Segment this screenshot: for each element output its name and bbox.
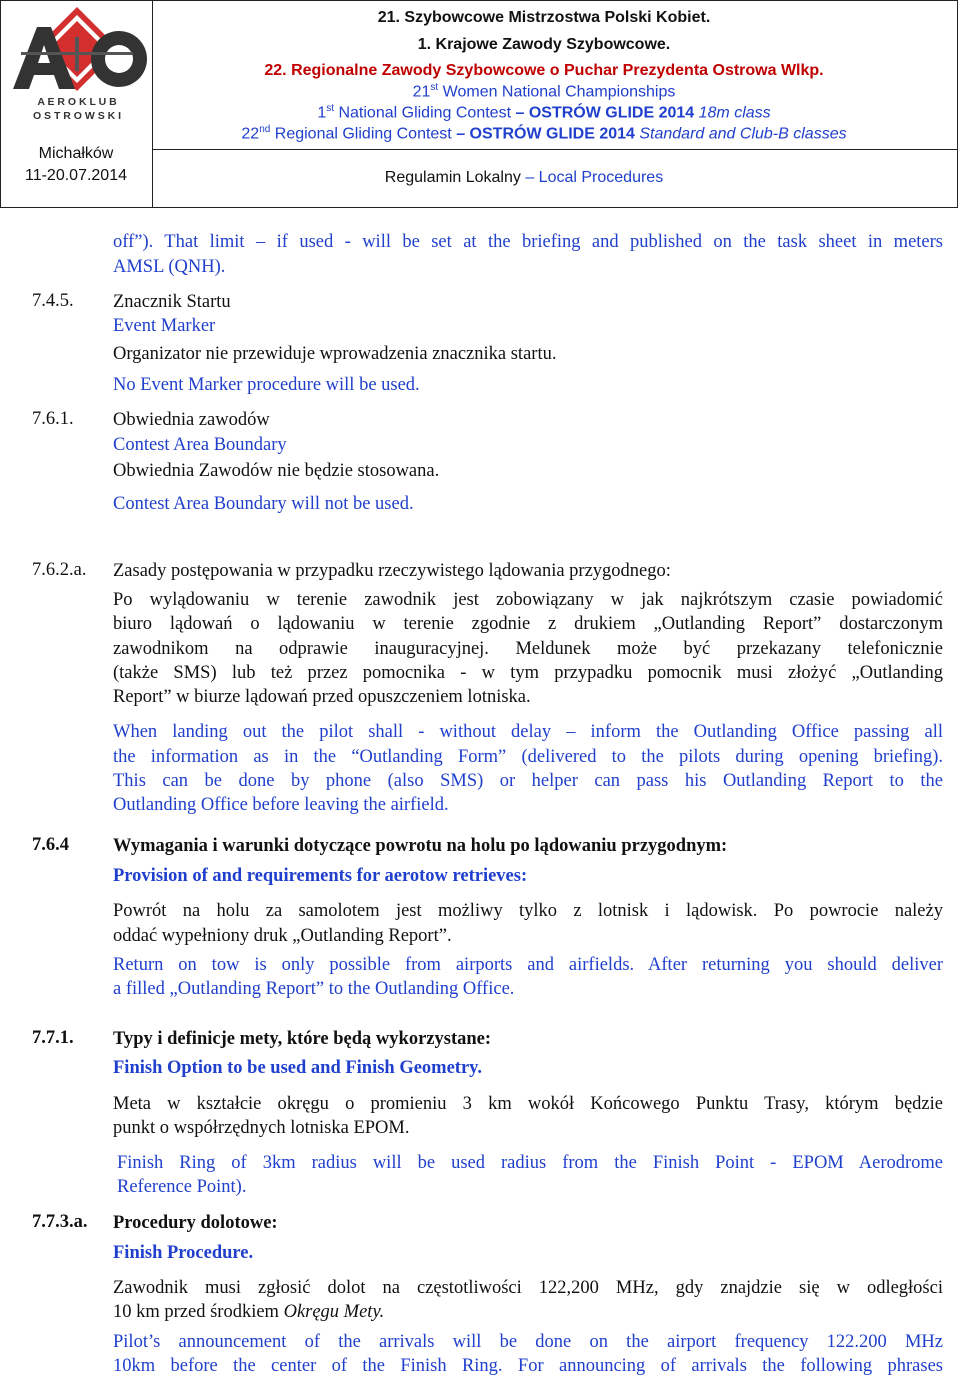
line6-num: 22: [241, 125, 260, 143]
section-title-en: Finish Option to be used and Finish Geometry.: [113, 1058, 483, 1078]
page-header: [0, 0, 958, 208]
header-divider: [153, 149, 957, 150]
line5-c: 18m class: [694, 104, 771, 122]
paragraph-line: Report” w biurze lądowań przed opuszczeniem lotniska.: [113, 687, 531, 707]
line6-b: OSTRÓW GLIDE 2014: [465, 125, 635, 143]
section-title-en: Provision of and requirements for aerotow retrieves:: [113, 866, 528, 886]
procedures-pl: Regulamin Lokalny: [384, 169, 521, 186]
line5-a: National Gliding Contest: [334, 104, 516, 122]
header-title-line5: [153, 103, 935, 122]
paragraph-line-en: a filled „Outlanding Report” to the Outlanding Office.: [113, 979, 515, 999]
paragraph-line: biuro lądowań o lądowaniu w terenie zgodnie z drukiem „Outlanding Report” dostarczonym: [113, 614, 943, 634]
header-procedures: [133, 169, 915, 187]
paragraph-line: Po wylądowaniu w terenie zawodnik jest zobowiązany w jak najkrótszym czasie powiadomić: [113, 590, 943, 610]
paragraph-line-en: Reference Point).: [117, 1177, 247, 1197]
aeroklub-logo: [7, 5, 147, 127]
line5-num: 1: [317, 104, 327, 122]
header-place: Michałków: [38, 145, 114, 162]
section-title-pl: Obwiednia zawodów: [113, 410, 270, 430]
section-number: 7.7.1.: [32, 1028, 74, 1048]
line4-num: 21: [412, 83, 431, 101]
procedures-dash: –: [520, 169, 539, 186]
line4-sup: st: [430, 82, 439, 93]
section-number: 7.4.5.: [32, 291, 74, 311]
section-title-pl: Typy i definicje mety, które będą wykorzystane:: [113, 1029, 492, 1049]
header-title-line2: 1. Krajowe Zawody Szybowcowe.: [417, 36, 671, 53]
paragraph-line-en: This can be done by phone (also SMS) or helper can pass his Outlanding Report to the: [113, 771, 943, 791]
paragraph-line: oddać wypełniony druk „Outlanding Report”.: [113, 926, 452, 946]
paragraph-line-en: 10km before the center of the Finish Ring. For announcing of arrivals the following phrases: [113, 1356, 943, 1376]
section-text-en: No Event Marker procedure will be used.: [113, 375, 420, 395]
paragraph-line: [113, 1301, 384, 1323]
paragraph-line-en: Outlanding Office before leaving the airfield.: [113, 795, 449, 815]
line5-b: OSTRÓW GLIDE 2014: [524, 104, 695, 122]
intro-line-2: AMSL (QNH).: [113, 257, 226, 277]
section-title-pl: Znacznik Startu: [113, 292, 231, 312]
paragraph-line: punkt o współrzędnych lotniska EPOM.: [113, 1118, 410, 1138]
section-title-en: Finish Procedure.: [113, 1243, 254, 1263]
section-number: 7.6.4: [32, 835, 69, 855]
paragraph-italic: Okręgu Mety.: [283, 1302, 385, 1322]
paragraph-line-en: Finish Ring of 3km radius will be used radius from the Finish Point - EPOM Aerodrome: [117, 1153, 943, 1173]
paragraph-text: 10 km przed środkiem: [113, 1302, 284, 1322]
header-title-line3: 22. Regionalne Zawody Szybowcowe o Puchar Prezydenta Ostrowa Wlkp.: [264, 62, 824, 79]
section-text-en: Contest Area Boundary will not be used.: [113, 494, 414, 514]
paragraph-line: Zawodnik musi zgłosić dolot na częstotliwości 122,200 MHz, gdy znajdzie się w odległości: [113, 1278, 943, 1298]
logo-text-bottom: O S T R O W S K I: [32, 110, 122, 122]
paragraph-line-en: Return on tow is only possible from airports and airfields. After returning you should deliver: [113, 955, 943, 975]
section-number: 7.6.1.: [32, 409, 74, 429]
line6-dash: –: [456, 125, 466, 143]
section-text-pl: Organizator nie przewiduje wprowadzenia znacznika startu.: [113, 344, 557, 364]
line6-c: Standard and Club-B classes: [634, 125, 847, 143]
line5-sup: st: [326, 103, 335, 114]
header-title-line1: 21. Szybowcowe Mistrzostwa Polski Kobiet.: [377, 9, 711, 26]
section-number: 7.6.2.a.: [32, 560, 87, 580]
section-title-pl: Wymagania i warunki dotyczące powrotu na holu po lądowaniu przygodnym:: [113, 836, 728, 856]
logo-text-top: A E R O K L U B: [37, 96, 117, 108]
section-number: 7.7.3.a.: [32, 1212, 88, 1232]
intro-line-1: off”). That limit – if used - will be set at the briefing and published on the task sheet in meters: [113, 232, 943, 252]
header-right-cell: [153, 1, 957, 207]
paragraph-line-en: Pilot’s announcement of the arrivals will be done on the airport frequency 122.200 MHz: [113, 1332, 943, 1352]
paragraph-line-en: When landing out the pilot shall - without delay – inform the Outlanding Office passing all: [113, 722, 943, 742]
header-title-line6: [153, 124, 935, 143]
section-title-en: Event Marker: [113, 316, 216, 336]
procedures-en: Local Procedures: [538, 169, 664, 186]
header-title-line4: [153, 82, 935, 101]
paragraph-line: zawodnikom na odprawie inauguracyjnej. Meldunek może być przekazany telefonicznie: [113, 639, 943, 659]
line6-a: Regional Gliding Contest: [270, 125, 457, 143]
line6-sup: nd: [259, 124, 271, 135]
paragraph-line: Powrót na holu za samolotem jest możliwy tylko z lotnisk i lądowisk. Po powrocie należy: [113, 901, 943, 921]
header-dates: 11-20.07.2014: [24, 167, 127, 184]
paragraph-line: (także SMS) lub też przez pomocnika - w tym przypadku pomocnik musi złożyć „Outlanding: [113, 663, 943, 683]
section-title-en: Contest Area Boundary: [113, 435, 287, 455]
section-title-pl: Procedury dolotowe:: [113, 1213, 278, 1233]
paragraph-line-en: the information as in the “Outlanding Form” (delivered to the pilots during opening briefing).: [113, 747, 943, 767]
section-title-pl: Zasady postępowania w przypadku rzeczywistego lądowania przygodnego:: [113, 561, 671, 581]
line4-text: Women National Championships: [438, 83, 676, 101]
line5-dash: –: [515, 104, 525, 122]
section-text-pl: Obwiednia Zawodów nie będzie stosowana.: [113, 461, 440, 481]
header-left-cell: [1, 1, 153, 207]
paragraph-line: Meta w kształcie okręgu o promieniu 3 km wokół Końcowego Punktu Trasy, którym będzie: [113, 1094, 943, 1114]
